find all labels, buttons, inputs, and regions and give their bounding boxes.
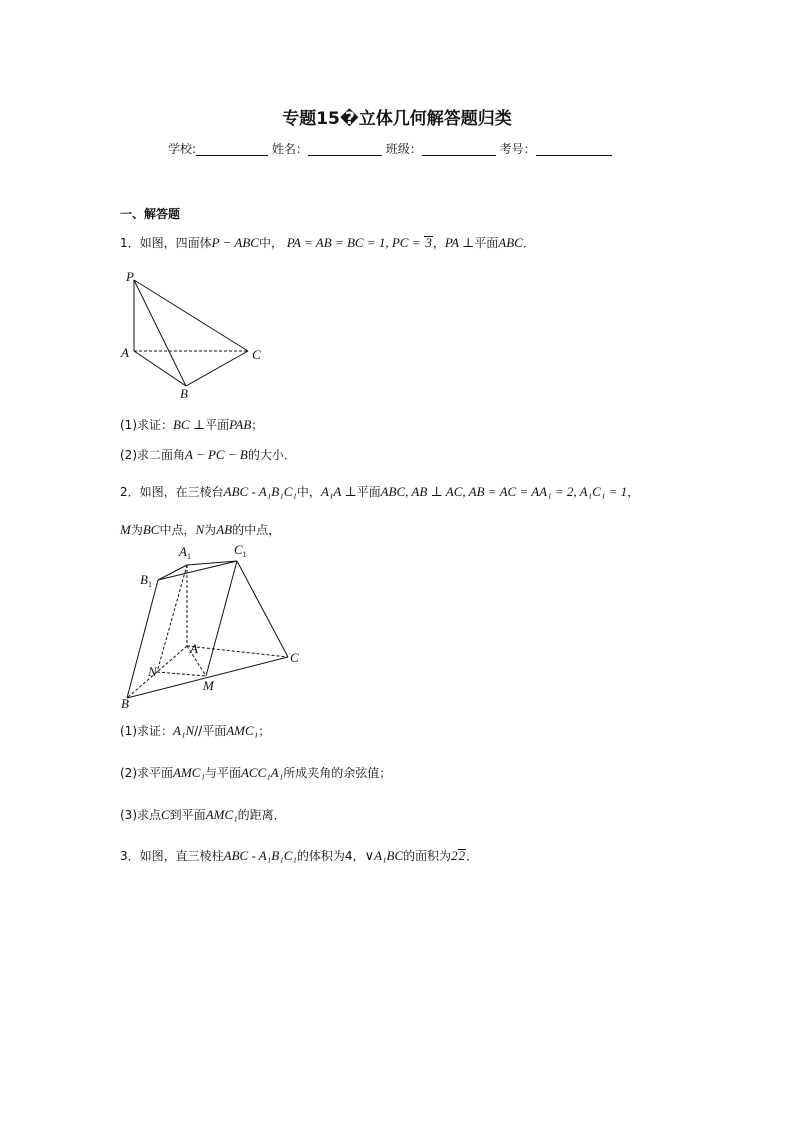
q2-comma: ，: [627, 485, 640, 499]
q1-text-b: 中，: [258, 236, 283, 250]
q3-prism: ABC - A₁B₁C₁: [223, 848, 297, 863]
label-C: C: [252, 347, 261, 362]
q2-text-b: 中，: [296, 485, 321, 499]
exam-no-blank: [536, 143, 612, 156]
q2-part2-plane1: AMC₁: [173, 765, 205, 780]
section-title: 一、解答题: [120, 207, 181, 221]
edge-BC: [186, 351, 248, 386]
q2-part1-prefix: (1)求证：: [120, 724, 173, 738]
q2-part1-plane: AMC₁: [226, 723, 259, 738]
q2-N: N: [195, 522, 205, 537]
student-info-line: [168, 140, 612, 157]
q1-plane-word: 平面: [474, 236, 499, 250]
q1-part1: [120, 416, 263, 433]
q2-part2-plane2: ACC₁A₁: [240, 765, 284, 780]
edge-AB: [134, 351, 186, 386]
q2-text-wei: 为: [130, 523, 143, 537]
q1-sqrt: 3: [425, 235, 432, 250]
q3-end: ．: [466, 849, 479, 863]
q3-number: 3．: [120, 849, 140, 863]
q1-part2-prefix: (2)求二面角: [120, 448, 185, 462]
q2-part1-math: A₁N: [173, 723, 195, 738]
q1-part1-plane: PAB: [229, 417, 252, 432]
q1-tetrahedron-figure: [115, 265, 275, 405]
q2-plane-word: 平面: [356, 485, 381, 499]
q2-part2-end: 所成夹角的余弦值；: [283, 766, 392, 780]
q2-part3: [120, 806, 286, 823]
edge-AC-hidden: [187, 646, 288, 657]
q3-text-b: 的体积为4，: [296, 849, 365, 863]
q3-text: 如图，直三棱柱: [139, 849, 224, 863]
q2-part3-plane: AMC₁: [205, 807, 238, 822]
name-blank: [308, 143, 382, 156]
name-label: 姓名：: [271, 142, 308, 156]
q2-number: 2．: [120, 485, 140, 499]
label-A1: $A_1$: [179, 544, 191, 561]
q1-condition: PA = AB = BC = 1, PC =: [286, 235, 421, 250]
q1-perp: PA ⊥: [444, 235, 475, 250]
q2-part3-mid: 到平面: [169, 808, 206, 822]
q2-statement: [120, 483, 639, 500]
q1-part1-prefix: (1)求证：: [120, 418, 173, 432]
q2-part2-prefix: (2)求平面: [120, 766, 173, 780]
class-blank: [422, 143, 496, 156]
q2-part1-mid: //平面: [194, 724, 227, 738]
label-N: N: [148, 664, 157, 679]
q2-part3-end: 的距离．: [237, 808, 286, 822]
q3-coef: 2: [451, 848, 458, 863]
q2-part3-prefix: (3)求点: [120, 808, 161, 822]
q2-part2: [120, 764, 391, 781]
q2-cond2: ABC, AB ⊥ AC, AB = AC = AA₁ = 2, A₁C₁ = 1: [380, 484, 628, 499]
q2-statement-line2: [120, 521, 280, 538]
label-A: A: [190, 641, 198, 656]
q2-part3-point: C: [161, 807, 170, 822]
exam-no-label: 考号：: [499, 142, 536, 156]
label-P: P: [126, 269, 134, 284]
q2-part2-mid: 与平面: [204, 766, 241, 780]
q2-cond: A₁A ⊥: [320, 484, 357, 499]
q1-part1-plane-word: 平面: [205, 418, 230, 432]
page-title: 专题15�立体几何解答题归类: [282, 109, 512, 129]
q2-frustum: ABC - A₁B₁C₁: [223, 484, 297, 499]
q1-text: 如图，四面体: [139, 236, 212, 250]
edge-B1B: [127, 580, 158, 698]
class-label: 班级：: [385, 142, 422, 156]
school-label: 学校:: [168, 142, 197, 156]
q2-frustum-figure: [115, 540, 315, 712]
label-B1: $B_1$: [140, 572, 152, 589]
q2-text: 如图，在三棱台: [139, 485, 224, 499]
edge-A1N-hidden: [157, 565, 187, 672]
q1-tetra: P − ABC: [211, 235, 259, 250]
q3-triangle: ∨A₁BC: [364, 848, 404, 863]
q3-statement: [120, 847, 478, 864]
q3-text-c: 的面积为: [403, 849, 452, 863]
label-B: B: [180, 386, 188, 401]
q2-part1-end: ；: [258, 724, 271, 738]
q1-part1-end: ；: [251, 418, 264, 432]
q2-midpoint-text: 中点，: [159, 523, 196, 537]
label-B: B: [121, 696, 129, 711]
q1-number: 1．: [120, 236, 140, 250]
q1-part1-math: BC ⊥: [173, 417, 206, 432]
q2-M: M: [120, 522, 131, 537]
q1-statement: [120, 234, 535, 251]
q1-end: ．: [522, 236, 535, 250]
label-C1: $C_1$: [234, 542, 247, 559]
q1-part2: [120, 446, 296, 463]
q2-text-wei2: 为: [204, 523, 217, 537]
q1-part2-math: A − PC − B: [185, 447, 248, 462]
school-blank: [196, 143, 268, 156]
q1-part2-end: 的大小．: [247, 448, 296, 462]
label-C: C: [290, 650, 299, 665]
edge-B1A1: [158, 565, 187, 580]
q3-sqrt: 2: [458, 848, 466, 863]
edge-C1M: [206, 561, 237, 676]
edge-C1C: [237, 561, 288, 657]
label-M: M: [203, 678, 214, 693]
q1-plane: ABC: [498, 235, 523, 250]
label-A: A: [121, 345, 129, 360]
q2-part1: [120, 722, 270, 739]
q2-BC: BC: [142, 522, 160, 537]
edge-NM-hidden: [157, 672, 206, 676]
q1-comma: ，: [432, 236, 445, 250]
q2-AB: AB: [216, 522, 233, 537]
q2-midpoint-text2: 的中点，: [232, 523, 281, 537]
